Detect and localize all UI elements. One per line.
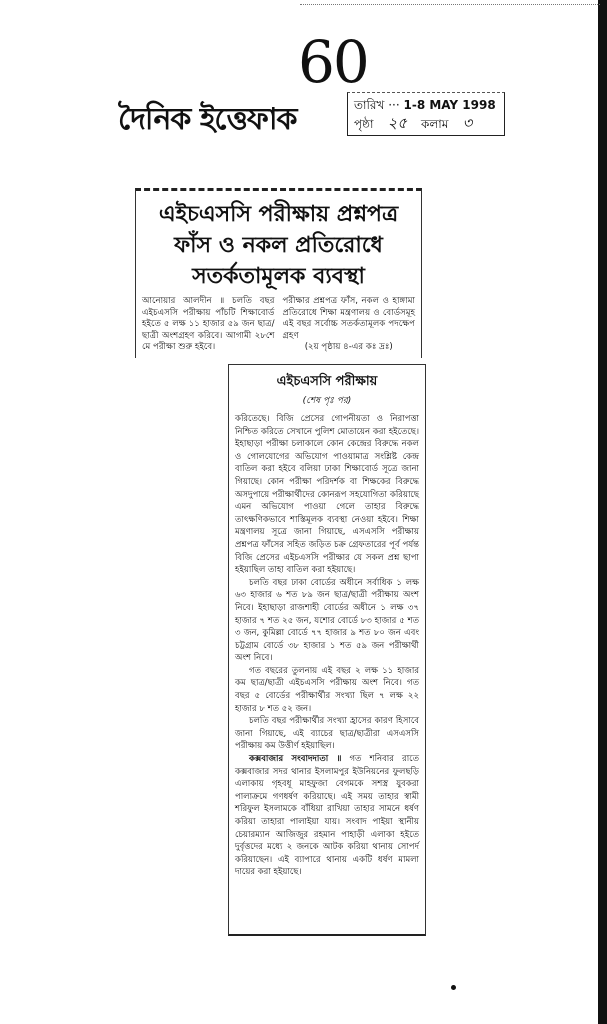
column-label: কলাম: [420, 117, 449, 131]
second-story: [235, 753, 419, 879]
scan-edge: [598, 0, 607, 1024]
article-front: [135, 188, 422, 358]
clipping-number: 60: [298, 28, 368, 96]
paragraph: চলতি বছর পরীক্ষার্থীর সংখ্যা হ্রাসের কারণ হিসাবে জানা গিয়াছে, এই ব্যাচের ছাত্র/ছাত্রীরা এসএসসি পরীক্ষায় কম উত্তীর্ণ হইয়াছিল।: [235, 716, 419, 752]
continued-reference: (২য় পৃষ্ঠায় ৪-এর কঃ দ্রঃ): [304, 342, 393, 352]
paragraph: গত বছরের তুলনায় এই বছর ২ লক্ষ ১১ হাজার কম ছাত্র/ছাত্রী এইচএসসি পরীক্ষায় অংশ নিবে। গত বছর ৫ বোর্ডের পরীক্ষার্থীর সংখ্যা ছিল ৭ লক্ষ ২২ হাজার ৮ শত ৫২ জন।: [235, 665, 419, 714]
scan-speck: [451, 985, 456, 990]
paragraph: চলতি বছর ঢাকা বোর্ডের অধীনে সর্বাধিক ১ লক্ষ ৬৩ হাজার ৬ শত ৮৯ জন ছাত্র/ছাত্রী পরীক্ষায় অংশ নিবে। ইহাছাড়া রাজশাহী বোর্ডের অধীনে ১ লক্ষ ৩৭ হাজার ৭ শত ২৫ জন, যশোর বোর্ডে ৮৩ হাজার ৫ শত ৩ জন, কুমিল্লা বোর্ডে ৭৭ হাজার ৯ শত ৮০ জন এবং চট্টগ্রাম বোর্ডে ৩৮ হাজার ১ শত ৫৯ জন পরীক্ষার্থী অংশ নিবে।: [235, 577, 419, 664]
column-value: ৩: [462, 114, 473, 132]
headline-line: সতর্কতামূলক ব্যবস্থা: [192, 264, 365, 289]
continuation-title: এইচএসসি পরীক্ষায়: [276, 374, 378, 389]
continuation-subtitle: (শেষ পৃঃ পর): [302, 396, 352, 406]
headline-line: ফাঁস ও নকল প্রতিরোধে: [174, 233, 383, 258]
date-label: তারিখ ···: [354, 98, 400, 112]
headline: [136, 199, 421, 292]
lead-column-2: [283, 296, 416, 354]
divider: [300, 4, 600, 5]
article-lead: [136, 296, 421, 354]
second-story-dateline: কক্সবাজার সংবাদদাতা ॥: [249, 754, 342, 765]
lead-column-1: আনোয়ার আলদীন ॥ চলতি বছর এইচএসসি পরীক্ষায় পাঁচটি শিক্ষাবোর্ড হইতে ৫ লক্ষ ১১ হাজার ৫৯ জন ছাত্র/ছাত্রী অংশগ্রহণ করিবে। আগামী ২৮শে মে পরীক্ষা শুরু হইবে।: [142, 296, 275, 352]
newspaper-masthead: দৈনিক ইত্তেফাক: [118, 102, 297, 137]
date-stamp: [347, 92, 505, 136]
page-value: ২৫: [387, 114, 407, 132]
page-label: পৃষ্ঠা: [354, 117, 374, 131]
article-continuation: [228, 364, 426, 936]
paragraph: করিতেছে। বিজি প্রেসের গোপনীয়তা ও নিরাপত্তা নিশ্চিত করিতে সেখানে পুলিশ মোতায়েন করা হইতেছে। ইহাছাড়া পরীক্ষা চলাকালে কোন কেন্দ্রের বিরুদ্ধে নকল ও গোলযোগের অভিযোগ পাওয়ামাত্র সংশ্লিষ্ট কেন্দ্র বাতিল করা হইবে বলিয়া ঢাকা শিক্ষাবোর্ড সূত্রে জানা গিয়াছে। কোন পরীক্ষা পরিদর্শক বা শিক্ষকের বিরুদ্ধে অসদুপায়ে পরীক্ষার্থীদের কোনরূপ সহযোগিতা করিয়াছে এমন অভিযোগ পাওয়া গেলে তাহার বিরুদ্ধে তাৎক্ষণিকভাবে শাস্তিমূলক ব্যবস্থা নেওয়া হইবে। শিক্ষা মন্ত্রণালয় সূত্রে জানা গিয়াছে, এসএসসি পরীক্ষায় প্রশ্নপত্র ফাঁসের সহিত জড়িত চক্র গ্রেফতারের পূর্ব পর্যন্ত বিজি প্রেসের এইচএসসি পরীক্ষার যে সকল প্রশ্ন ছাপা হইয়াছিল তাহা বাতিল করা হইয়াছে।: [235, 414, 419, 576]
date-value: 1-8 MAY 1998: [403, 98, 496, 112]
lead-column-2-text: পরীক্ষার প্রশ্নপত্র ফাঁস, নকল ও হাঙ্গামা প্রতিরোধে শিক্ষা মন্ত্রণালয় ও বোর্ডসমূহ এই বছর সর্বোচ্চ সতর্কতামূলক পদক্ষেপ গ্রহণ: [282, 296, 415, 341]
second-story-text: গত শনিবার রাতে কক্সবাজার সদর থানার ইসলামপুর ইউনিয়নের ফুলছড়ি এলাকায় গৃহবধূ মাহফুজা বেগমকে সশস্ত্র যুবকরা পালাক্রমে গণধর্ষণ করিয়াছে। এই সময় তাহার স্বামী শরিফুল ইসলামকে বাঁধিয়া রাখিয়া তাহার সামনে ধর্ষণ করিয়া তাহারা পালাইয়া যায়। সংবাদ পাইয়া স্থানীয় চেয়ারম্যান আজিজুর রহমান পাহাড়ী এলাকা হইতে দুর্বৃত্তদের মধ্যে ২ জনকে আটক করিয়া থানায় সোপর্দ করিয়াছেন। এই ব্যাপারে থানায় একটি ধর্ষণ মামলা দায়ের করা হইয়াছে।: [235, 754, 419, 878]
headline-line: এইচএসসি পরীক্ষায় প্রশ্নপত্র: [158, 202, 399, 227]
